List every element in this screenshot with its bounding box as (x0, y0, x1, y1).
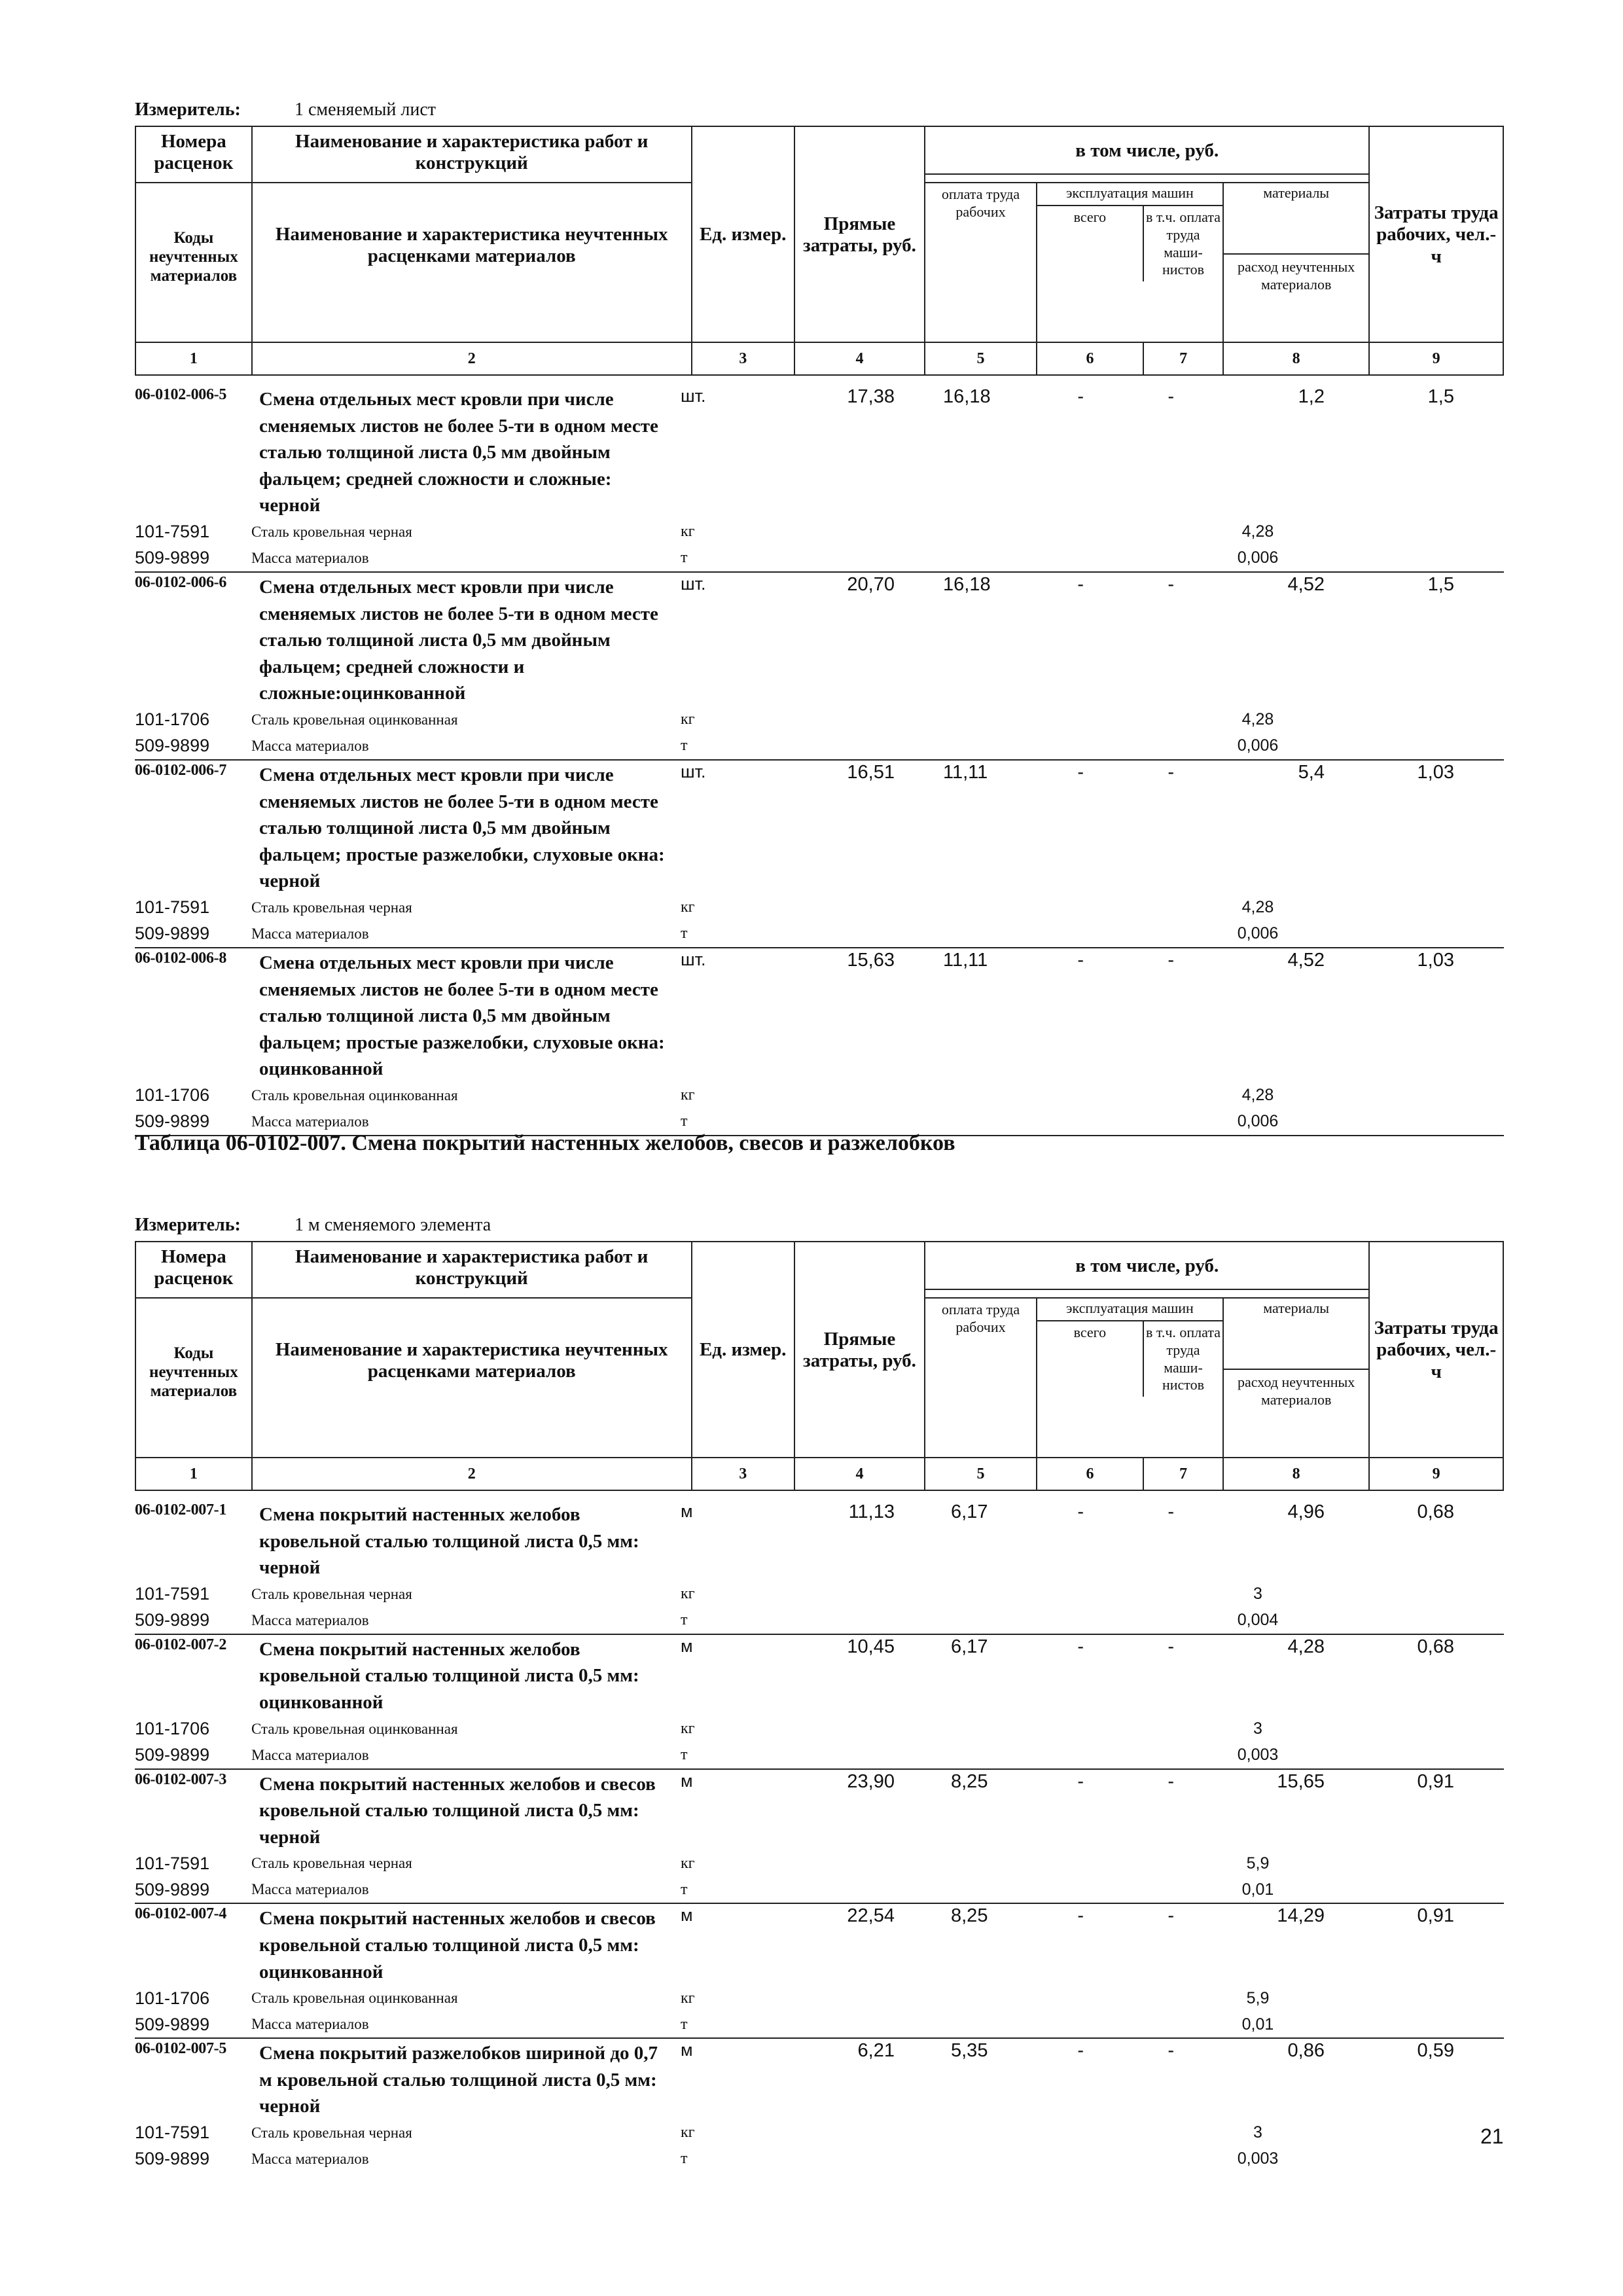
material-code: 509-9899 (135, 924, 210, 944)
record-mach: - (1077, 1636, 1084, 1657)
material-code: 101-1706 (135, 1085, 210, 1105)
record-code: 06-0102-006-7 (135, 761, 227, 779)
record-labor: 5,35 (951, 2040, 988, 2062)
material-qty: 4,28 (1241, 898, 1274, 917)
record-unit: м (681, 1770, 693, 1791)
records-table-2 (135, 1500, 1504, 2172)
header-naim: Наименование и характеристика работ и конструкций (252, 126, 692, 183)
material-row (135, 1985, 1504, 2011)
material-code: 509-9899 (135, 1610, 210, 1630)
material-unit: т (681, 1611, 688, 1629)
material-qty: 4,28 (1241, 522, 1274, 541)
measure-value: 1 м сменяемого элемента (294, 1215, 491, 1235)
record-work: 1,03 (1417, 949, 1454, 971)
material-name: Масса материалов (251, 737, 369, 754)
record-materials: 5,4 (1298, 761, 1325, 783)
material-qty: 0,004 (1237, 1611, 1279, 1630)
record-desc: Смена отдельных мест кровли при числе сменяемых листов не более 5-ти в одном месте сталью толщиной листа 0,5 мм двойным фальцем; средней сложности и сложные: черной (259, 389, 658, 516)
material-qty: 5,9 (1246, 1988, 1270, 2007)
record-direct: 22,54 (847, 1905, 895, 1927)
colnum: 1 (135, 1458, 252, 1490)
material-unit: т (681, 1880, 688, 1898)
material-code: 101-1706 (135, 709, 210, 730)
header-vtom-group (925, 1242, 1369, 1298)
header-nomera: Номера расценок (135, 126, 252, 183)
record-direct: 15,63 (847, 949, 895, 971)
material-unit: т (681, 549, 688, 567)
material-qty: 3 (1253, 1585, 1262, 1604)
header-materialy: материалы (1263, 185, 1330, 201)
material-row (135, 2146, 1504, 2172)
record-direct: 17,38 (847, 386, 895, 407)
material-unit: кг (681, 1086, 695, 1104)
record-mach-labor: - (1168, 761, 1174, 783)
material-name: Масса материалов (251, 1611, 369, 1628)
material-name: Масса материалов (251, 549, 369, 566)
colnum: 2 (252, 342, 692, 375)
record-mach: - (1077, 573, 1084, 595)
material-qty: 5,9 (1246, 1854, 1270, 1873)
material-unit: кг (681, 1720, 695, 1738)
material-unit: кг (681, 1854, 695, 1872)
record-code: 06-0102-007-2 (135, 1636, 227, 1653)
material-name: Сталь кровельная оцинкованная (251, 1720, 458, 1737)
record-code: 06-0102-007-3 (135, 1770, 227, 1788)
record-unit: м (681, 1636, 693, 1656)
record-materials: 0,86 (1287, 2040, 1325, 2062)
material-code: 101-7591 (135, 1853, 210, 1873)
record-labor: 8,25 (951, 1770, 988, 1792)
material-qty: 0,006 (1237, 1112, 1279, 1131)
measure-value: 1 сменяемый лист (294, 99, 437, 120)
header-vtch: в т.ч. оплата труда маши-нистов (1145, 1324, 1221, 1393)
material-qty: 4,28 (1241, 1086, 1274, 1105)
record-materials: 4,52 (1287, 949, 1325, 971)
record-labor: 6,17 (951, 1501, 988, 1522)
measure-label: Измеритель: (135, 1215, 241, 1235)
record-desc: Смена покрытий настенных желобов кровельной сталью толщиной листа 0,5 мм: черной (259, 1504, 639, 1579)
record-mach: - (1077, 1905, 1084, 1927)
record-code: 06-0102-006-5 (135, 386, 227, 403)
record-code: 06-0102-006-8 (135, 949, 227, 967)
record-unit: м (681, 2040, 693, 2060)
measure-label: Измеритель: (135, 99, 241, 120)
record-desc: Смена покрытий настенных желобов кровельной сталью толщиной листа 0,5 мм: оцинкованной (259, 1638, 639, 1713)
record-unit: м (681, 1501, 693, 1521)
record-code: 06-0102-007-5 (135, 2040, 227, 2058)
header-vtch: в т.ч. оплата труда маши-нистов (1145, 209, 1221, 278)
header-kody: Коды неучтенных материалов (135, 1298, 252, 1458)
record-unit: шт. (681, 949, 706, 969)
header-naim2: Наименование и характеристика неучтенных расценками материалов (252, 183, 692, 342)
material-code: 509-9899 (135, 1111, 210, 1132)
colnum: 6 (1037, 1458, 1143, 1490)
record-work: 0,91 (1417, 1905, 1454, 1927)
record-work: 1,5 (1427, 573, 1454, 595)
colnum: 8 (1223, 342, 1369, 375)
material-name: Сталь кровельная оцинкованная (251, 1990, 458, 2007)
record-row (135, 948, 1504, 1136)
header-vsego: всего (1037, 1321, 1143, 1397)
material-unit: т (681, 2015, 688, 2033)
colnum: 9 (1369, 1458, 1503, 1490)
material-name: Сталь кровельная черная (251, 1855, 412, 1872)
record-row (135, 1904, 1504, 2039)
record-mach: - (1077, 1770, 1084, 1792)
colnum: 5 (925, 1458, 1037, 1490)
record-direct: 16,51 (847, 761, 895, 783)
material-name: Сталь кровельная черная (251, 899, 412, 916)
record-direct: 23,90 (847, 1770, 895, 1792)
page-number: 21 (1480, 2125, 1504, 2148)
material-unit: кг (681, 1989, 695, 2007)
material-code: 101-7591 (135, 1584, 210, 1604)
header-oplata: оплата труда рабочих (925, 183, 1037, 342)
record-work: 0,68 (1417, 1501, 1454, 1522)
header-zatraty: Затраты труда рабочих, чел.-ч (1369, 1242, 1503, 1458)
material-qty: 3 (1253, 1719, 1262, 1738)
material-row (135, 733, 1504, 759)
record-desc: Смена покрытий настенных желобов и свесов кровельной сталью толщиной листа 0,5 мм: черной (259, 1773, 656, 1848)
record-work: 0,59 (1417, 2040, 1454, 2062)
record-mach-labor: - (1168, 573, 1174, 595)
record-materials: 4,96 (1287, 1501, 1325, 1522)
record-labor: 16,18 (943, 573, 991, 595)
material-row (135, 1581, 1504, 1607)
header-ed: Ед. измер. (692, 1242, 794, 1458)
header-vtom: в том числе, руб. (925, 127, 1368, 174)
material-row (135, 1742, 1504, 1768)
record-row (135, 573, 1504, 761)
material-name: Масса материалов (251, 1746, 369, 1763)
header-rashod: расход неучтенных материалов (1238, 1374, 1355, 1408)
record-mach-labor: - (1168, 1636, 1174, 1657)
material-code: 509-9899 (135, 2014, 210, 2034)
record-row (135, 385, 1504, 573)
colnum: 4 (794, 342, 925, 375)
material-code: 101-7591 (135, 522, 210, 542)
material-qty: 0,003 (1237, 1746, 1279, 1765)
colnum: 4 (794, 1458, 925, 1490)
header-naim2: Наименование и характеристика неучтенных расценками материалов (252, 1298, 692, 1458)
colnum: 8 (1223, 1458, 1369, 1490)
record-row (135, 2039, 1504, 2172)
header-naim: Наименование и характеристика работ и конструкций (252, 1242, 692, 1298)
header-materialy-group (1223, 183, 1369, 342)
record-labor: 8,25 (951, 1905, 988, 1927)
record-mach: - (1077, 2040, 1084, 2062)
material-qty: 0,006 (1237, 548, 1279, 567)
record-work: 0,91 (1417, 1770, 1454, 1792)
record-mach: - (1077, 386, 1084, 407)
record-desc: Смена покрытий разжелобков шириной до 0,7 м кровельной сталью толщиной листа 0,5 мм: черной (259, 2043, 658, 2117)
header-pryamye: Прямые затраты, руб. (794, 1242, 925, 1458)
header-pryamye: Прямые затраты, руб. (794, 126, 925, 342)
material-row (135, 1850, 1504, 1876)
record-mach-labor: - (1168, 1501, 1174, 1522)
material-row (135, 921, 1504, 947)
material-unit: кг (681, 523, 695, 541)
material-row (135, 1876, 1504, 1903)
material-row (135, 2011, 1504, 2037)
record-labor: 11,11 (943, 761, 988, 783)
material-name: Сталь кровельная оцинкованная (251, 1086, 458, 1103)
material-row (135, 1607, 1504, 1634)
table-caption: Таблица 06-0102-007. Смена покрытий настенных желобов, свесов и разжелобков (135, 1131, 955, 1155)
material-unit: кг (681, 711, 695, 728)
header-oplata: оплата труда рабочих (925, 1298, 1037, 1458)
material-name: Сталь кровельная оцинкованная (251, 711, 458, 728)
header-nomera: Номера расценок (135, 1242, 252, 1298)
record-work: 1,03 (1417, 761, 1454, 783)
record-desc: Смена отдельных мест кровли при числе сменяемых листов не более 5-ти в одном месте сталью толщиной листа 0,5 мм двойным фальцем; простые разжелобки, слуховые окна: черной (259, 764, 665, 892)
record-row (135, 1770, 1504, 1905)
record-code: 06-0102-007-1 (135, 1501, 227, 1518)
material-row (135, 1716, 1504, 1742)
material-unit: кг (681, 899, 695, 916)
record-work: 0,68 (1417, 1636, 1454, 1657)
material-unit: т (681, 737, 688, 755)
colnum: 9 (1369, 342, 1503, 375)
material-name: Сталь кровельная черная (251, 2124, 412, 2141)
record-code: 06-0102-007-4 (135, 1905, 227, 1923)
record-mach: - (1077, 1501, 1084, 1522)
material-unit: т (681, 2150, 688, 2168)
material-qty: 0,01 (1241, 1880, 1274, 1899)
measure-line-1 (135, 99, 437, 120)
record-materials: 4,28 (1287, 1636, 1325, 1657)
record-direct: 11,13 (848, 1501, 895, 1522)
colnum: 7 (1143, 342, 1223, 375)
record-row (135, 1635, 1504, 1770)
material-code: 101-7591 (135, 2123, 210, 2143)
material-unit: кг (681, 1585, 695, 1603)
record-desc: Смена отдельных мест кровли при числе сменяемых листов не более 5-ти в одном месте сталью толщиной листа 0,5 мм двойным фальцем; средней сложности и сложные:оцинкованной (259, 576, 658, 704)
material-unit: т (681, 1113, 688, 1130)
record-labor: 11,11 (943, 949, 988, 971)
material-qty: 0,006 (1237, 924, 1279, 943)
record-desc: Смена покрытий настенных желобов и свесов кровельной сталью толщиной листа 0,5 мм: оцинкованной (259, 1908, 656, 1982)
material-qty: 0,006 (1237, 736, 1279, 755)
header-ekspl: эксплуатация машин (1037, 183, 1222, 206)
colnum: 2 (252, 1458, 692, 1490)
colnum: 5 (925, 342, 1037, 375)
material-code: 101-1706 (135, 1988, 210, 2008)
material-row (135, 545, 1504, 571)
material-name: Масса материалов (251, 1881, 369, 1898)
material-unit: т (681, 1746, 688, 1764)
record-direct: 20,70 (847, 573, 895, 595)
record-mach-labor: - (1168, 386, 1174, 407)
material-name: Масса материалов (251, 1113, 369, 1130)
material-qty: 0,003 (1237, 2149, 1279, 2168)
header-kody: Коды неучтенных материалов (135, 183, 252, 342)
material-code: 509-9899 (135, 548, 210, 568)
record-row (135, 1500, 1504, 1635)
material-row (135, 895, 1504, 921)
colnum: 1 (135, 342, 252, 375)
material-row (135, 1083, 1504, 1109)
material-code: 509-9899 (135, 736, 210, 756)
record-unit: м (681, 1905, 693, 1926)
record-materials: 4,52 (1287, 573, 1325, 595)
material-name: Сталь кровельная черная (251, 1585, 412, 1602)
colnum: 3 (692, 1458, 794, 1490)
material-row (135, 2120, 1504, 2146)
table-header-1 (135, 126, 1504, 376)
record-mach: - (1077, 761, 1084, 783)
record-unit: шт. (681, 573, 706, 594)
header-vtom: в том числе, руб. (925, 1242, 1368, 1289)
record-mach-labor: - (1168, 949, 1174, 971)
record-mach-labor: - (1168, 1905, 1174, 1927)
table-header-2 (135, 1241, 1504, 1491)
header-ekspl: эксплуатация машин (1037, 1299, 1222, 1321)
material-qty: 3 (1253, 2123, 1262, 2142)
record-direct: 10,45 (847, 1636, 895, 1657)
header-ekspl-group (1037, 183, 1223, 342)
record-labor: 16,18 (943, 386, 991, 407)
material-row (135, 519, 1504, 545)
material-unit: кг (681, 2124, 695, 2142)
header-vtom-group (925, 126, 1369, 183)
record-mach: - (1077, 949, 1084, 971)
material-unit: т (681, 925, 688, 942)
record-unit: шт. (681, 761, 706, 781)
colnum: 6 (1037, 342, 1143, 375)
record-materials: 1,2 (1298, 386, 1325, 407)
record-row (135, 761, 1504, 948)
record-mach-labor: - (1168, 2040, 1174, 2062)
record-unit: шт. (681, 386, 706, 406)
material-code: 101-1706 (135, 1719, 210, 1739)
header-vsego: всего (1037, 206, 1143, 281)
header-rashod: расход неучтенных материалов (1238, 259, 1355, 293)
header-ekspl-group (1037, 1298, 1223, 1458)
record-direct: 6,21 (857, 2040, 895, 2062)
material-row (135, 707, 1504, 733)
material-name: Сталь кровельная черная (251, 523, 412, 540)
material-code: 509-9899 (135, 2149, 210, 2169)
colnum: 3 (692, 342, 794, 375)
record-materials: 14,29 (1277, 1905, 1325, 1927)
material-code: 509-9899 (135, 1879, 210, 1899)
measure-line-2 (135, 1215, 491, 1236)
record-materials: 15,65 (1277, 1770, 1325, 1792)
material-name: Масса материалов (251, 925, 369, 942)
record-work: 1,5 (1427, 386, 1454, 407)
header-ed: Ед. измер. (692, 126, 794, 342)
material-qty: 4,28 (1241, 710, 1274, 729)
header-materialy: материалы (1263, 1300, 1330, 1316)
header-zatraty: Затраты труда рабочих, чел.-ч (1369, 126, 1503, 342)
material-name: Масса материалов (251, 2150, 369, 2167)
material-code: 509-9899 (135, 1745, 210, 1765)
material-code: 101-7591 (135, 897, 210, 918)
record-labor: 6,17 (951, 1636, 988, 1657)
record-mach-labor: - (1168, 1770, 1174, 1792)
material-qty: 0,01 (1241, 2015, 1274, 2034)
record-desc: Смена отдельных мест кровли при числе сменяемых листов не более 5-ти в одном месте сталью толщиной листа 0,5 мм двойным фальцем; простые разжелобки, слуховые окна: оцинкованной (259, 952, 665, 1080)
material-name: Масса материалов (251, 2016, 369, 2033)
colnum: 7 (1143, 1458, 1223, 1490)
header-materialy-group (1223, 1298, 1369, 1458)
record-code: 06-0102-006-6 (135, 573, 227, 591)
records-table-1 (135, 385, 1504, 1136)
